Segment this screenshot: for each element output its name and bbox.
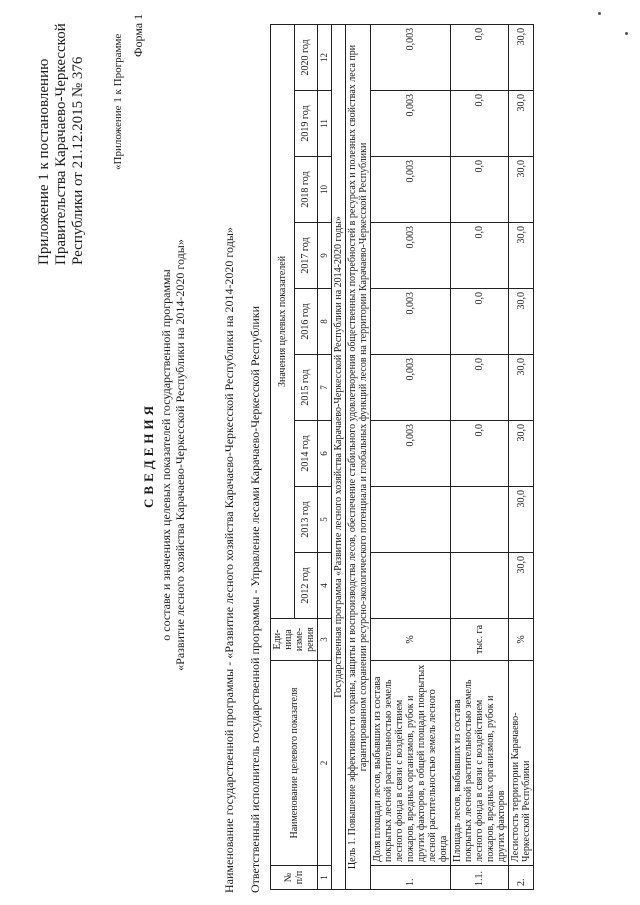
row-value: 0,0 xyxy=(451,421,509,487)
row-value xyxy=(371,487,451,553)
row-value: 0,003 xyxy=(371,421,451,487)
col-header-name: Наименование целевого показателя xyxy=(271,661,318,866)
column-number-row xyxy=(318,24,332,889)
row-value: 30,0 xyxy=(509,223,534,289)
row-value: 0,003 xyxy=(371,355,451,421)
row-value: 0,0 xyxy=(451,223,509,289)
row-unit: тыс. га xyxy=(451,619,509,661)
program-appendix-label: «Приложение 1 к Программе xyxy=(112,33,124,170)
col-header-values: Значения целевых показателей xyxy=(271,24,295,618)
year-header: 2018 год xyxy=(294,157,318,223)
row-value xyxy=(451,553,509,619)
title-line-1: о составе и значениях целевых показателей государственной программы xyxy=(159,269,173,641)
title-line-2: «Развитие лесного хозяйства Карачаево-Черкесской Республики на 2014-2020 годы» xyxy=(173,239,187,671)
year-header: 2012 год xyxy=(294,553,318,619)
responsible-executor: Ответственный исполнитель государственной программы - Управление лесами Карачаево-Черкесской Республики xyxy=(248,305,262,893)
row-value: 30,0 xyxy=(509,289,534,355)
row-unit: % xyxy=(509,619,534,661)
year-header: 2016 год xyxy=(294,289,318,355)
column-number: 7 xyxy=(318,355,332,421)
form-label: Форма 1 xyxy=(131,13,145,57)
col-header-num: № п/п xyxy=(271,866,318,890)
table-row xyxy=(371,24,451,889)
column-number: 9 xyxy=(318,223,332,289)
scan-speck xyxy=(598,12,601,15)
goal-section-row xyxy=(346,24,371,889)
column-number: 3 xyxy=(318,619,332,661)
row-value: 30,0 xyxy=(509,421,534,487)
row-value: 30,0 xyxy=(509,157,534,223)
row-value: 0,0 xyxy=(451,24,509,90)
row-value: 0,0 xyxy=(451,157,509,223)
row-unit: % xyxy=(371,619,451,661)
appendix-line-1: Приложение 1 к постановлению xyxy=(36,58,52,265)
row-num: 1.1. xyxy=(451,866,509,890)
column-number: 5 xyxy=(318,487,332,553)
row-value: 30,0 xyxy=(509,355,534,421)
row-value: 0,0 xyxy=(451,91,509,157)
column-number: 12 xyxy=(318,24,332,90)
scan-speck xyxy=(625,32,628,35)
table-row xyxy=(451,24,509,889)
row-value: 0,0 xyxy=(451,355,509,421)
appendix-header xyxy=(36,15,87,265)
table-row xyxy=(509,24,534,889)
row-value: 0,0 xyxy=(451,289,509,355)
title-main: СВЕДЕНИЯ xyxy=(141,402,156,508)
row-value xyxy=(371,553,451,619)
row-name: Лесистость территории Карачаево-Черкесской Республики xyxy=(509,661,534,866)
appendix-line-2: Правительства Карачаево-Черкесской xyxy=(53,23,69,265)
row-value: 30,0 xyxy=(509,553,534,619)
column-number: 10 xyxy=(318,157,332,223)
goal-section-title: Цель 1. Повышение эффективности охраны, защиты и воспроизводства лесов, обеспечение стабильного удовлетворения общественных потребностей в ресурсах и полезных свойствах леса при гарантированном сохранении ресурсно-экологического потенциала и глобальных функций лесов на территории Карачаево-Черкесской Республики xyxy=(346,24,371,889)
row-value: 0,003 xyxy=(371,289,451,355)
column-number: 6 xyxy=(318,421,332,487)
row-num: 2. xyxy=(509,866,534,890)
year-header: 2013 год xyxy=(294,487,318,553)
row-value: 0,003 xyxy=(371,157,451,223)
row-name: Доля площади лесов, выбывших из состава покрытых лесной растительностью земель лесного фонда в связи с воздействием пожаров, вредных организмов, рубок и других факторов, в общей площади покрытых лесной растительностью земель лесного фонда xyxy=(371,661,451,866)
program-section-row xyxy=(332,24,346,889)
column-number: 1 xyxy=(318,866,332,890)
col-header-unit: Еди-ница изме-рения xyxy=(271,619,318,661)
program-section-title: Государственная программа «Развитие лесного хозяйства Карачаево-Черкесской Республики на 2014-2020 годы» xyxy=(332,24,346,889)
column-number: 8 xyxy=(318,289,332,355)
year-header: 2017 год xyxy=(294,223,318,289)
row-value: 30,0 xyxy=(509,24,534,90)
year-header: 2015 год xyxy=(294,355,318,421)
year-header: 2020 год xyxy=(294,24,318,90)
column-number: 11 xyxy=(318,91,332,157)
indicators-table xyxy=(270,24,534,890)
row-value: 0,003 xyxy=(371,223,451,289)
row-value: 0,003 xyxy=(371,24,451,90)
year-header: 2019 год xyxy=(294,91,318,157)
row-num: 1. xyxy=(371,866,451,890)
row-value: 0,003 xyxy=(371,91,451,157)
row-name: Площадь лесов, выбывших из состава покрытых лесной растительностью земель лесного фонда в связи с воздействием пожаров, вредных организмов, рубок и других факторов xyxy=(451,661,509,866)
document-title xyxy=(142,145,187,765)
row-value xyxy=(451,487,509,553)
appendix-line-3: Республики от 21.12.2015 № 376 xyxy=(70,56,86,265)
column-number: 4 xyxy=(318,553,332,619)
row-value: 30,0 xyxy=(509,487,534,553)
table-header-row xyxy=(271,24,295,889)
column-number: 2 xyxy=(318,661,332,866)
program-name: Наименование государственной программы - «Развитие лесного хозяйства Карачаево-Черкесской Республики на 2014-2020 годы» xyxy=(222,227,236,893)
row-value: 30,0 xyxy=(509,91,534,157)
year-header: 2014 год xyxy=(294,421,318,487)
